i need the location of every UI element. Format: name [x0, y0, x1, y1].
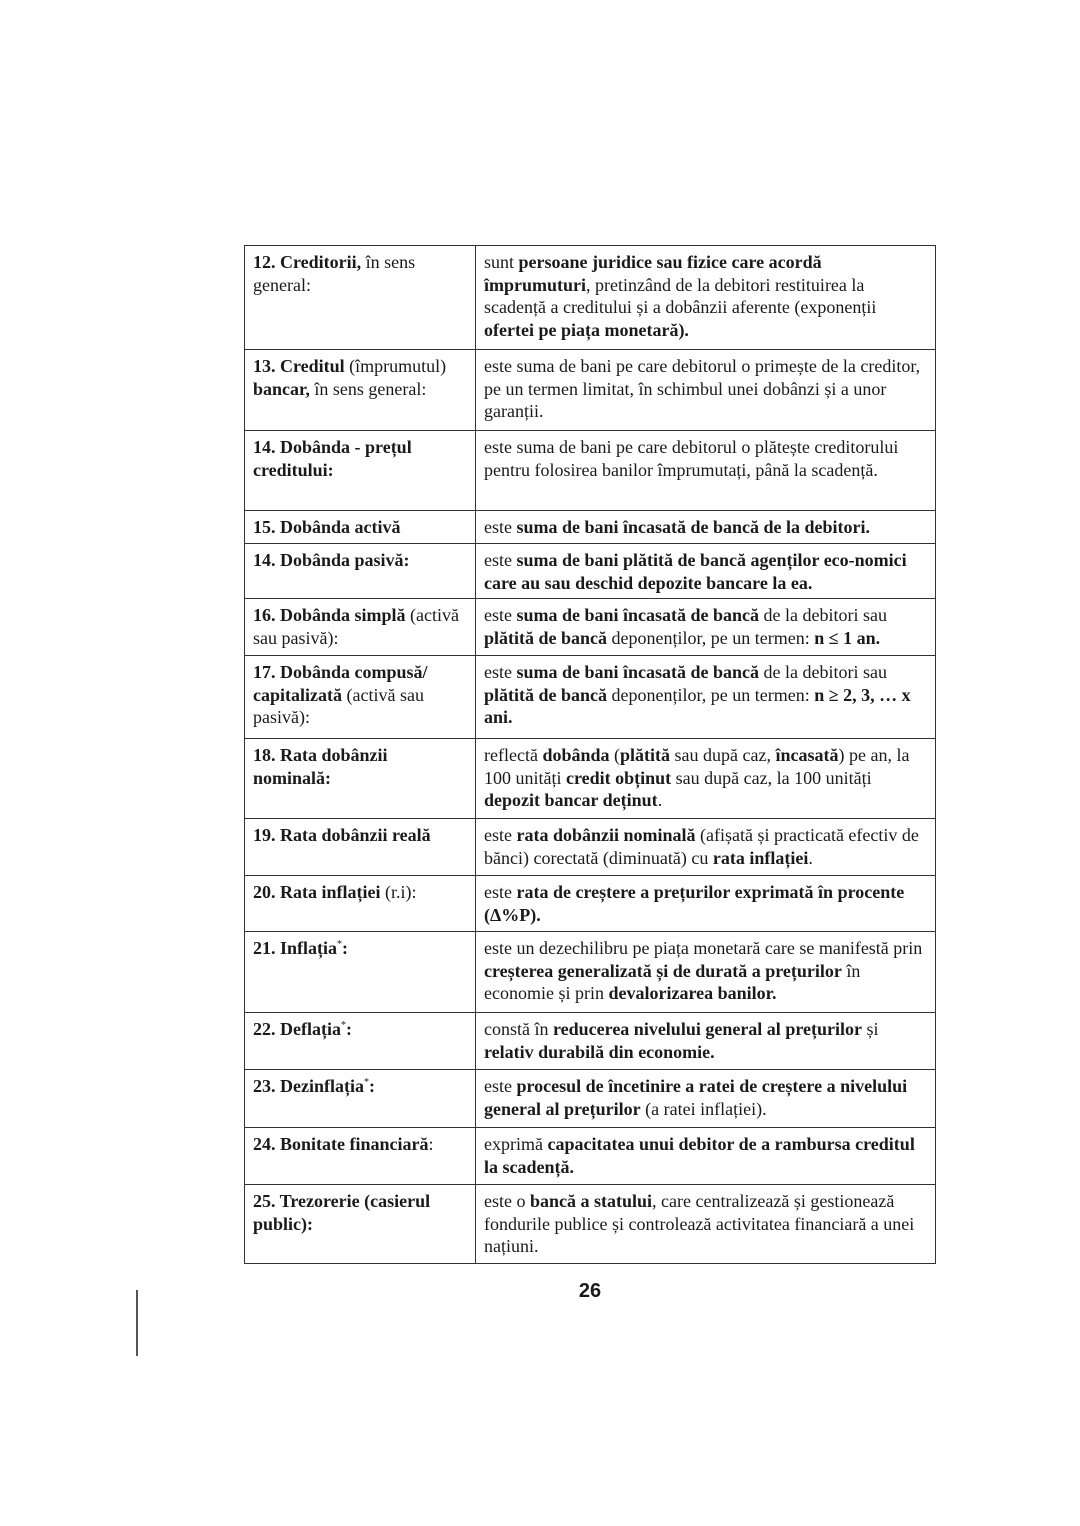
text-segment: 14. Dobânda pasivă: — [253, 550, 410, 570]
text-segment: și — [861, 1019, 879, 1039]
footnote-asterisk: * — [340, 1020, 346, 1031]
text-segment: constă în — [484, 1019, 553, 1039]
term-cell — [245, 246, 476, 350]
text-segment: este — [484, 825, 517, 845]
text-segment: (a ratei inflației). — [640, 1098, 767, 1119]
text-segment: rata inflației — [712, 847, 809, 868]
text-segment: (împrumutul) — [344, 356, 447, 376]
text-segment: ) pe an, la 100 unități — [484, 745, 910, 788]
table-row — [245, 932, 936, 1013]
text-segment: este — [484, 1076, 517, 1096]
text-segment: sau după caz, la 100 unități — [671, 767, 872, 788]
text-segment: este — [484, 605, 517, 625]
text-segment: de la debitori sau — [759, 662, 887, 682]
text-segment: (activă sau pasivă): — [253, 605, 460, 648]
page-number: 26 — [578, 1280, 602, 1302]
definition-cell — [476, 1128, 936, 1185]
table-row — [245, 876, 936, 932]
text-segment: capacitatea unui debitor de a rambursa creditul la scadență. — [484, 1134, 915, 1177]
definition-cell — [476, 431, 936, 511]
term-cell — [245, 511, 476, 544]
text-segment: 17. Dobânda compusă/ capitalizată — [253, 662, 428, 705]
term-cell — [245, 932, 476, 1013]
text-segment: : — [428, 1134, 434, 1154]
text-segment: 24. Bonitate financiară — [253, 1134, 429, 1154]
table-row — [245, 656, 936, 739]
text-segment: suma de bani plătită de bancă agenților eco-nomici care au sau deschid depozite bancare la ea. — [484, 550, 907, 593]
text-segment: reducerea nivelului general al prețurilor — [553, 1019, 862, 1039]
text-segment: suma de bani încasată de bancă — [516, 605, 760, 625]
text-segment: 23. Dezinflația — [253, 1076, 364, 1096]
term-cell — [245, 739, 476, 819]
text-segment: este o — [484, 1191, 530, 1211]
text-segment: în sens general: — [309, 378, 427, 399]
definition-cell — [476, 350, 936, 431]
table-row — [245, 511, 936, 544]
text-segment: procesul de încetinire a ratei de creștere a nivelului general al prețurilor — [484, 1076, 908, 1119]
text-segment: : — [345, 1019, 352, 1039]
text-segment: n ≥ 2, 3, … x ani. — [484, 684, 911, 727]
term-cell — [245, 656, 476, 739]
text-segment: reflectă — [484, 745, 543, 765]
text-segment: suma de bani încasată de bancă — [516, 662, 760, 682]
text-segment: este — [484, 517, 517, 537]
term-cell — [245, 1070, 476, 1128]
term-cell — [245, 599, 476, 656]
text-segment: este — [484, 662, 517, 682]
text-segment: suma de bani încasată de bancă de la debitori. — [516, 517, 871, 537]
text-segment: ( — [609, 745, 620, 765]
text-segment: 19. Rata dobânzii reală — [253, 825, 431, 845]
table-row — [245, 1013, 936, 1070]
text-segment: 14. Dobânda - prețul creditului: — [253, 437, 412, 480]
text-segment: . — [657, 790, 663, 810]
table-row — [245, 246, 936, 350]
text-segment: dobânda — [542, 745, 610, 765]
text-segment: 18. Rata dobânzii nominală: — [253, 745, 388, 788]
table-row — [245, 599, 936, 656]
term-cell — [245, 544, 476, 599]
text-segment: deponenților, pe un termen: — [607, 684, 815, 705]
definition-cell — [476, 1070, 936, 1128]
definitions-table — [244, 245, 936, 1264]
table-row — [245, 1185, 936, 1264]
text-segment: 20. Rata inflației — [253, 882, 381, 902]
text-segment: este — [484, 882, 517, 902]
text-segment: devalorizarea banilor. — [608, 983, 777, 1003]
text-segment: 12. Creditorii, — [253, 252, 362, 272]
text-segment: (r.i): — [380, 882, 417, 902]
text-segment: rata dobânzii nominală — [516, 825, 696, 845]
text-segment: creșterea generalizată și de durată a prețurilor — [484, 960, 842, 981]
definition-cell — [476, 819, 936, 876]
text-segment: : — [342, 938, 349, 958]
text-segment: . — [808, 847, 813, 868]
definition-cell — [476, 246, 936, 350]
definition-cell — [476, 544, 936, 599]
text-segment: bancar, — [253, 378, 310, 399]
text-segment: 16. Dobânda simplă — [253, 605, 406, 625]
text-segment: plătită de bancă — [484, 684, 608, 705]
text-segment: plătită de bancă — [484, 627, 608, 648]
table-row — [245, 819, 936, 876]
table-row — [245, 1128, 936, 1185]
text-segment: bancă a statului — [529, 1191, 653, 1211]
text-segment: încasată — [775, 745, 839, 765]
text-segment: (activă sau pasivă): — [253, 684, 424, 727]
text-segment: în sens general: — [253, 252, 416, 295]
scan-artifact-line — [136, 1290, 138, 1356]
text-segment: , pretinzând de la debitori restituirea la scadență a creditului și a dobânzii aferente (exponenții — [484, 274, 877, 317]
text-segment: în economie și prin — [484, 960, 861, 1003]
definition-cell — [476, 1185, 936, 1264]
text-segment: sau după caz, — [670, 745, 776, 765]
text-segment: 21. Inflația — [253, 938, 338, 958]
text-segment: depozit bancar deținut — [484, 790, 658, 810]
text-segment: credit obținut — [566, 767, 672, 788]
text-segment: rata de creștere a prețurilor exprimată în procente (Δ%P). — [484, 882, 905, 925]
text-segment: exprimă — [484, 1134, 548, 1154]
text-segment: ofertei pe piața monetară). — [484, 319, 689, 340]
text-segment: este suma de bani pe care debitorul o primește de la creditor, pe un termen limitat, în schimbul unei dobânzi și a unor garanții. — [484, 356, 921, 421]
table-row — [245, 431, 936, 511]
definition-cell — [476, 876, 936, 932]
footnote-asterisk: * — [337, 939, 343, 950]
footnote-asterisk: * — [363, 1077, 369, 1088]
text-segment: sunt — [484, 252, 519, 272]
text-segment: 15. Dobânda activă — [253, 517, 401, 537]
text-segment: : — [368, 1076, 375, 1096]
table-row — [245, 350, 936, 431]
term-cell — [245, 876, 476, 932]
text-segment: deponenților, pe un termen: — [607, 627, 815, 648]
text-segment: 13. Creditul — [253, 356, 345, 376]
term-cell — [245, 1128, 476, 1185]
definition-cell — [476, 599, 936, 656]
term-cell — [245, 1013, 476, 1070]
definition-cell — [476, 1013, 936, 1070]
term-cell — [245, 1185, 476, 1264]
text-segment: de la debitori sau — [759, 605, 887, 625]
text-segment: este — [484, 550, 517, 570]
term-cell — [245, 350, 476, 431]
text-segment: n ≤ 1 an. — [814, 627, 881, 648]
term-cell — [245, 819, 476, 876]
table-row — [245, 544, 936, 599]
text-segment: persoane juridice sau fizice care acordă împrumuturi — [484, 252, 822, 295]
text-segment: este suma de bani pe care debitorul o plătește creditorului pentru folosirea banilor împrumutați, până la scadență. — [484, 437, 899, 480]
table-row — [245, 1070, 936, 1128]
text-segment: este un dezechilibru pe piața monetară care se manifestă prin — [484, 938, 923, 958]
text-segment: 25. Trezorerie (casierul public): — [253, 1191, 431, 1234]
text-segment: relativ durabilă din economie. — [484, 1041, 715, 1062]
text-segment: (afișată și practicată efectiv de bănci) corectată (diminuată) cu — [484, 825, 919, 868]
text-segment: 22. Deflația — [253, 1019, 341, 1039]
definition-cell — [476, 932, 936, 1013]
definition-cell — [476, 656, 936, 739]
text-segment: , care centralizează și gestionează fondurile publice și controlează activitatea financiară a unei națiuni. — [484, 1191, 915, 1256]
definition-cell — [476, 511, 936, 544]
term-cell — [245, 431, 476, 511]
table-row — [245, 739, 936, 819]
text-segment: plătită — [620, 745, 671, 765]
definition-cell — [476, 739, 936, 819]
